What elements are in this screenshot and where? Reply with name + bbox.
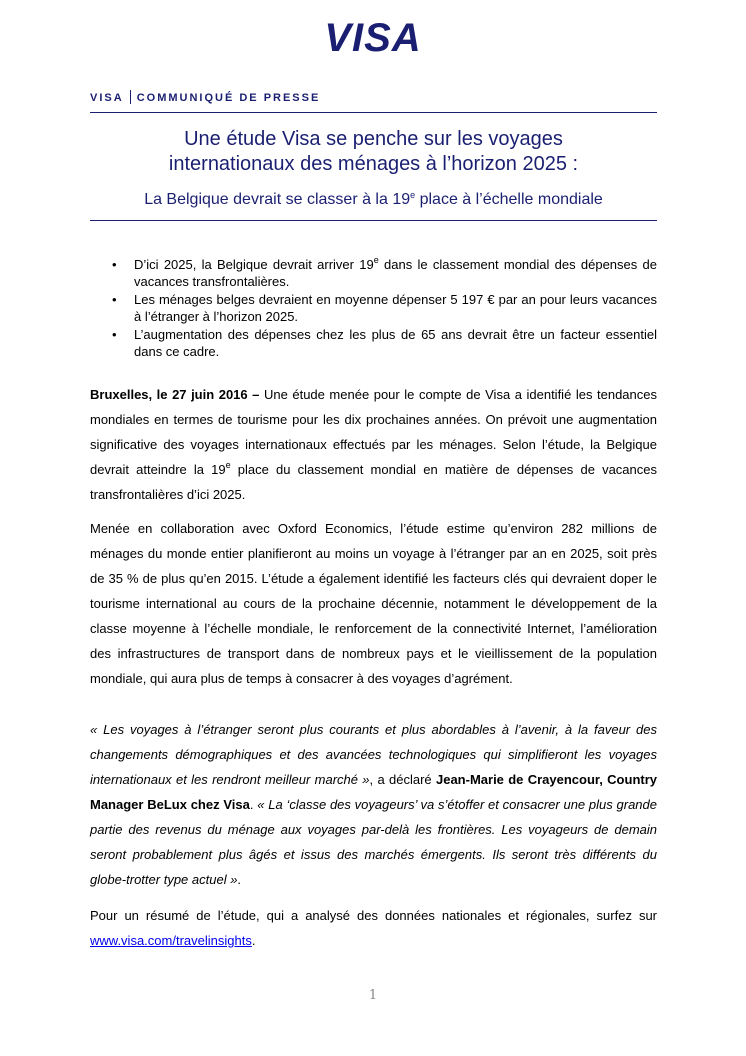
paragraph-intro: Bruxelles, le 27 juin 2016 – Une étude menée pour le compte de Visa a identifié les tendances mondiales en termes de tourisme pour les dix prochaines années. On prévoit une augmentation significative des voyages internationaux effectués par les ménages. Selon l’étude, la Belgique devrait atteindre la 19e place du classement mondial en matière de dépenses de vacances transfrontalières d’ici 2025. [90, 387, 657, 502]
bullet-icon: • [112, 257, 117, 272]
paragraph-study: Menée en collaboration avec Oxford Economics, l’étude estime qu’environ 282 millions de ménages du monde entier planifieront au moins un voyage à l’étranger par an en 2025, soit près de 35 % de plus qu’en 2015. L’étude a également identifié les facteurs clés qui devraient doper le tourisme international au cours de la prochaine décennie, notamment le développement de la classe moyenne à l’échelle mondiale, le renforcement de la connectivité Internet, l’amélioration des infrastructures de transport dans de nombreux pays et le vieillissement de la population mondiale, qui aura plus de temps à consacrer à des voyages d’agrément. [90, 521, 657, 686]
bullet-icon: • [112, 292, 117, 307]
title-line-1: Une étude Visa se penche sur les voyages [184, 128, 563, 150]
subtitle: La Belgique devrait se classer à la 19e place à l’échelle mondiale [144, 190, 603, 208]
bullet-icon: • [112, 327, 117, 342]
dateline: Bruxelles, le 27 juin 2016 – [90, 387, 260, 402]
title-rule [90, 220, 657, 221]
list-item: • Les ménages belges devraient en moyenne dépenser 5 197 € par an pour leurs vacances à l’étranger à l’horizon 2025. [112, 292, 657, 324]
title-line-2: internationaux des ménages à l’horizon 2025 : [168, 153, 579, 175]
speaker-name: Jean-Marie de Crayencour, Country Manager BeLux chez Visa [90, 772, 657, 812]
header-brand: VISA [90, 92, 124, 104]
header-rule [90, 112, 657, 113]
page-number: 1 [368, 988, 378, 1003]
highlights-list [90, 256, 657, 361]
list-item: • D’ici 2025, la Belgique devrait arriver 19e dans le classement mondial des dépenses de vacances transfrontalières. [112, 255, 657, 289]
header-separator [130, 90, 131, 104]
paragraph-quote: « Les voyages à l’étranger seront plus courants et plus abordables à l’avenir, à la faveur des changements démographiques et des avancées technologiques qui simplifieront les voyages internationaux et les rendront meilleur marché », a déclaré Jean-Marie de Crayencour, Country Manager BeLux chez Visa. « La ‘classe des voyageurs’ va s’étoffer et consacrer une plus grande partie des revenus du ménage aux voyages par-delà les frontières. Les voyageurs de demain seront probablement plus âgés et issus des marchés émergents. Ils seront très différents du globe-trotter type actuel ». [90, 722, 657, 887]
visa-logo: VISA [324, 16, 422, 60]
travelinsights-link[interactable]: www.visa.com/travelinsights [90, 933, 252, 948]
list-item: • L’augmentation des dépenses chez les plus de 65 ans devrait être un facteur essentiel dans ce cadre. [112, 327, 657, 359]
paragraph-link: Pour un résumé de l’étude, qui a analysé des données nationales et régionales, surfez sur www.visa.com/travelinsights. [90, 908, 657, 948]
header-section: COMMUNIQUÉ DE PRESSE [136, 92, 321, 104]
press-release-header [90, 90, 657, 108]
